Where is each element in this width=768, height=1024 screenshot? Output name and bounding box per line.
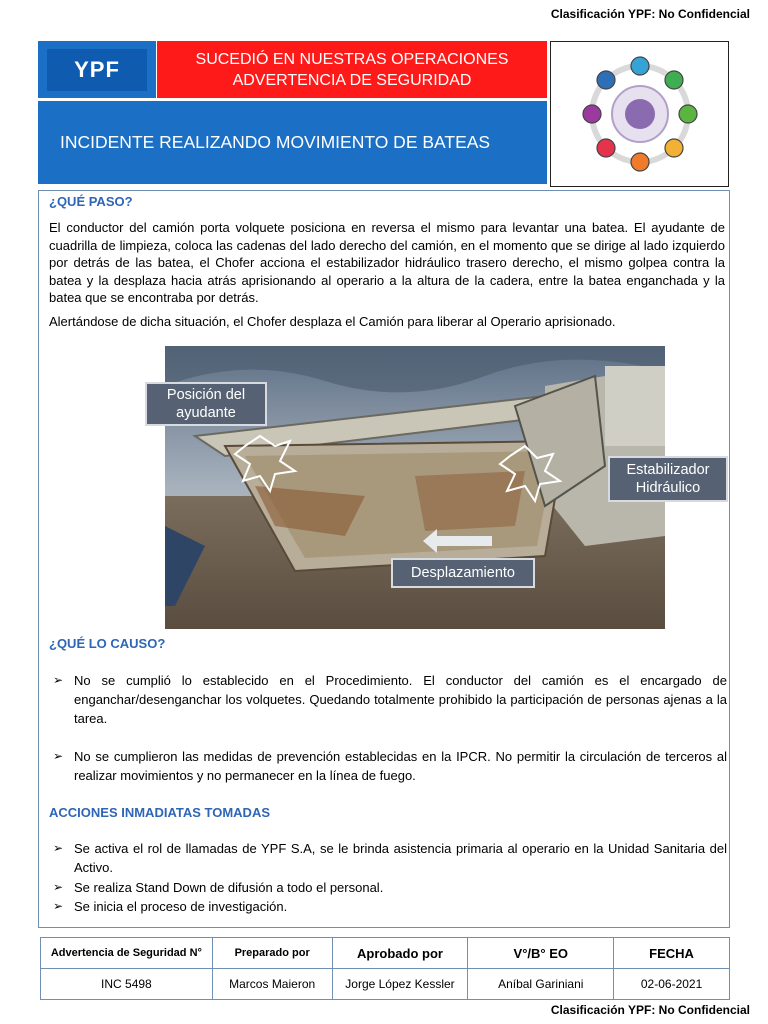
value-cell-vobo: Aníbal Gariniani bbox=[468, 969, 614, 1000]
incident-content-box bbox=[38, 190, 730, 928]
classification-label: Clasificación YPF: No Confidencial bbox=[550, 7, 750, 21]
header-cell-fecha: FECHA bbox=[614, 938, 730, 969]
cause-item bbox=[47, 747, 727, 785]
value-cell-fecha: 02-06-2021 bbox=[614, 969, 730, 1000]
action-item-text: Se activa el rol de llamadas de YPF S.A, se le brinda asistencia primaria al operario en la Unidad Sanitaria del Activo. bbox=[74, 841, 727, 875]
value-cell-preparado: Marcos Maieron bbox=[212, 969, 332, 1000]
acciones-heading: ACCIONES INMADIATAS TOMADAS bbox=[49, 805, 270, 820]
action-item-text: Se realiza Stand Down de difusión a todo el personal. bbox=[74, 880, 384, 895]
cause-item-text: No se cumplió lo establecido en el Procedimiento. El conductor del camión es el encargado de enganchar/desenganchar los volquetes. Quedando totalmente prohibido la participación de personas ajenas a la tarea. bbox=[74, 673, 727, 726]
approval-table-value-row bbox=[41, 969, 730, 1000]
cause-item-text: No se cumplieron las medidas de prevención establecidas en la IPCR. No permitir la circulación de terceros al realizar movimientos y no permanecer en la línea de fuego. bbox=[74, 749, 727, 783]
ypf-logo bbox=[38, 41, 156, 98]
value-cell-advertencia: INC 5498 bbox=[41, 969, 213, 1000]
golden-rules-wheel-icon bbox=[551, 42, 728, 186]
callout-estabilizador-hidraulico: Estabilizador Hidráulico bbox=[608, 456, 728, 502]
classification-label: Clasificación YPF: No Confidencial bbox=[550, 1003, 750, 1017]
incident-title bbox=[38, 101, 547, 184]
header-cell-vobo: V°/B° EO bbox=[468, 938, 614, 969]
approval-table-header-row bbox=[41, 938, 730, 969]
approval-table bbox=[40, 937, 730, 1000]
que-lo-causo-heading: ¿QUÉ LO CAUSO? bbox=[49, 636, 166, 651]
callout-posicion-ayudante: Posición del ayudante bbox=[145, 382, 267, 426]
incident-photo bbox=[165, 346, 710, 629]
header-cell-aprobado: Aprobado por bbox=[332, 938, 468, 969]
ypf-logo-text: YPF bbox=[47, 49, 147, 91]
header-cell-advertencia: Advertencia de Seguridad N° bbox=[41, 938, 213, 969]
action-item bbox=[47, 839, 727, 877]
incident-title-text: INCIDENTE REALIZANDO MOVIMIENTO DE BATEAS bbox=[60, 132, 491, 152]
action-item-text: Se inicia el proceso de investigación. bbox=[74, 899, 288, 914]
alert-banner-line1: SUCEDIÓ EN NUESTRAS OPERACIONES bbox=[195, 50, 509, 68]
arrow-bullet-icon: ➢ bbox=[53, 749, 64, 763]
que-paso-paragraph-1: El conductor del camión porta volquete posiciona en reversa el mismo para levantar una batea. El ayudante de cuadrilla de limpieza, coloca las cadenas del lado derecho del camión, en el momento que se dirige al lado izquierdo por detrás de las batea, el Chofer acciona el estabilizador hidráulico trasero derecho, el mismo golpea contra la batea y la desplaza hacia atrás aprisionando al operario a la altura de la cadera, entre la batea enganchada y la batea que se encontraba por detrás. bbox=[49, 220, 725, 305]
header-cell-preparado: Preparado por bbox=[212, 938, 332, 969]
arrow-bullet-icon: ➢ bbox=[53, 673, 64, 687]
action-item bbox=[47, 897, 727, 916]
action-item bbox=[47, 878, 727, 897]
alert-banner-line2: ADVERTENCIA DE SEGURIDAD bbox=[232, 71, 472, 89]
arrow-bullet-icon: ➢ bbox=[53, 841, 64, 855]
que-paso-heading: ¿QUÉ PASO? bbox=[49, 194, 133, 209]
callout-desplazamiento: Desplazamiento bbox=[391, 558, 535, 588]
alert-banner bbox=[157, 41, 547, 98]
value-cell-aprobado: Jorge López Kessler bbox=[332, 969, 468, 1000]
cause-item bbox=[47, 671, 727, 728]
arrow-bullet-icon: ➢ bbox=[53, 899, 64, 913]
arrow-bullet-icon: ➢ bbox=[53, 880, 64, 894]
golden-rules-graphic bbox=[550, 41, 729, 187]
que-paso-paragraph-2: Alertándose de dicha situación, el Chofer desplaza el Camión para liberar al Operario aprisionado. bbox=[49, 314, 616, 329]
